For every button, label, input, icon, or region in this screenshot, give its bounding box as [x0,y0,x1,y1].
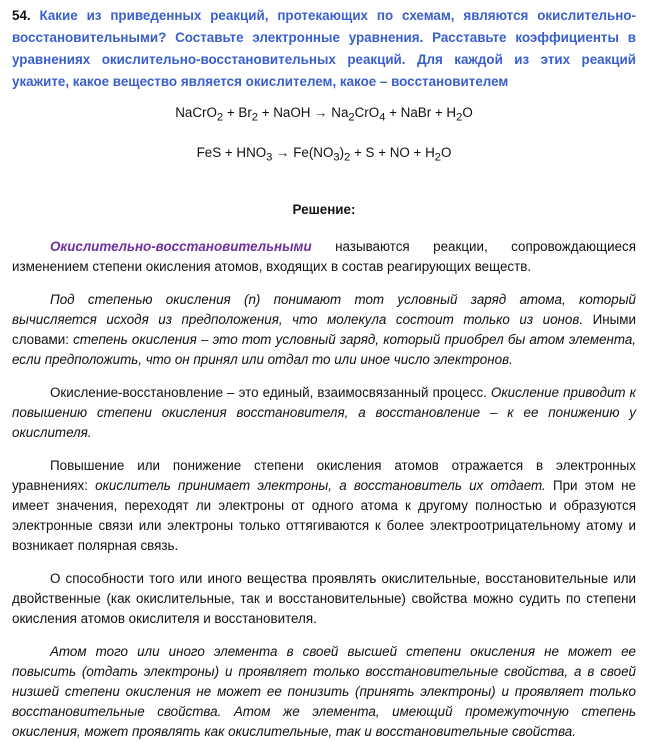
eq1-part-f: O [462,105,473,120]
paragraph-2 [12,290,636,370]
paragraph-4-text-1: Повышение или понижение степени окисления атомов отражается в электронных уравнениях: [12,458,636,494]
paragraph-3-text-1: Окисление-восстановление – это единый, взаимосвязанный процесс. [50,385,491,401]
paragraph-5 [12,569,636,629]
paragraph-4-text-2: При этом не имеет значения, переходят ли электроны от одного атома к другому полностью и образуются электронные связи или электроны только оттягиваются к более электроотрицательному атому и возникает полярная связь. [12,478,636,554]
task-statement [12,5,636,93]
eq1-sub-d: 4 [379,111,386,124]
eq1-part-a: NaCrO [175,105,217,120]
eq2-part-a: FeS + HNO [196,144,267,160]
paragraph-6 [12,642,636,742]
paragraph-1-text: называются реакции, сопровождающиеся изменением степени окисления атомов, входящих в состав реагирующих веществ. [12,239,636,275]
paragraph-6-italic-1: Атом того или иного элемента в своей высшей степени окисления не может ее повысить (отдать электроны) и проявляет только восстановительные свойства, а в своей низшей степени окисления не может ее понизить (принять электроны) и проявляет только восстановительные свойства. Атом же элемента, имеющий промежуточную степень окисления, может проявлять как окислительные, так и восстановительные свойства. [12,644,636,740]
eq1-part-c: + NaOH → Na [258,105,349,120]
equation-1 [12,104,636,127]
eq2-part-b: → Fe(NO [272,144,334,160]
eq1-part-e: + NaBr + H [385,105,457,120]
paragraph-2-italic-1: Под степенью окисления (n) понимают тот условный заряд атома, который вычисляется исходя из предположения, что молекула состоит только из ионов. [12,292,636,328]
task-number: 54. [12,8,31,23]
eq2-sub-a: 3 [266,151,273,164]
eq2-part-d: + S + NO + H [350,144,435,160]
paragraph-5-text-1: О способности того или иного вещества проявлять окислительные, восстановительные или двойственные (как окислительные, так и восстановительные) свойства можно судить по степени окисления атомов окислителя и восстановителя. [12,571,636,627]
paragraph-2-italic-2: степень окисления – это тот условный заряд, который приобрел бы атом элемента, если предположить, что он принял или отдал то или иное число электронов. [12,332,636,368]
solution-heading: Решение: [292,202,356,218]
equation-2 [12,144,636,167]
task-text: Какие из приведенных реакций, протекающих по схемам, являются окислительно-восстановительными? Составьте электронные уравнения. Расставьте коэффициенты в уравнениях окислительно-восстановительных реакций. Для каждой из этих реакций укажите, какое вещество является окислителем, какое – восстановителем [12,8,636,89]
eq1-sub-c: 2 [348,111,355,124]
paragraph-4 [12,456,636,556]
eq2-part-c: ) [339,144,345,160]
paragraph-3-italic-1: Окисление приводит к повышению степени окисления восстановителя, а восстановление – к ее понижению у окислителя. [12,385,636,441]
eq1-sub-b: 2 [251,111,258,124]
eq1-part-b: + Br [223,105,252,120]
eq1-sub-a: 2 [216,111,224,124]
eq1-sub-e: 2 [456,111,463,124]
paragraph-2-text-1: Иными словами: [12,312,636,348]
paragraph-4-italic-1: окислитель принимает электроны, а восстановитель их отдает. [95,478,546,494]
paragraph-3 [12,383,636,443]
paragraph-1 [12,237,636,277]
eq2-sub-d: 2 [434,151,441,164]
eq2-part-e: O [441,144,452,160]
eq2-sub-c: 2 [344,151,351,164]
paragraph-1-term: Окислительно-восстановительными [50,239,312,255]
eq1-part-d: CrO [354,105,380,120]
eq2-sub-b: 3 [333,151,340,164]
